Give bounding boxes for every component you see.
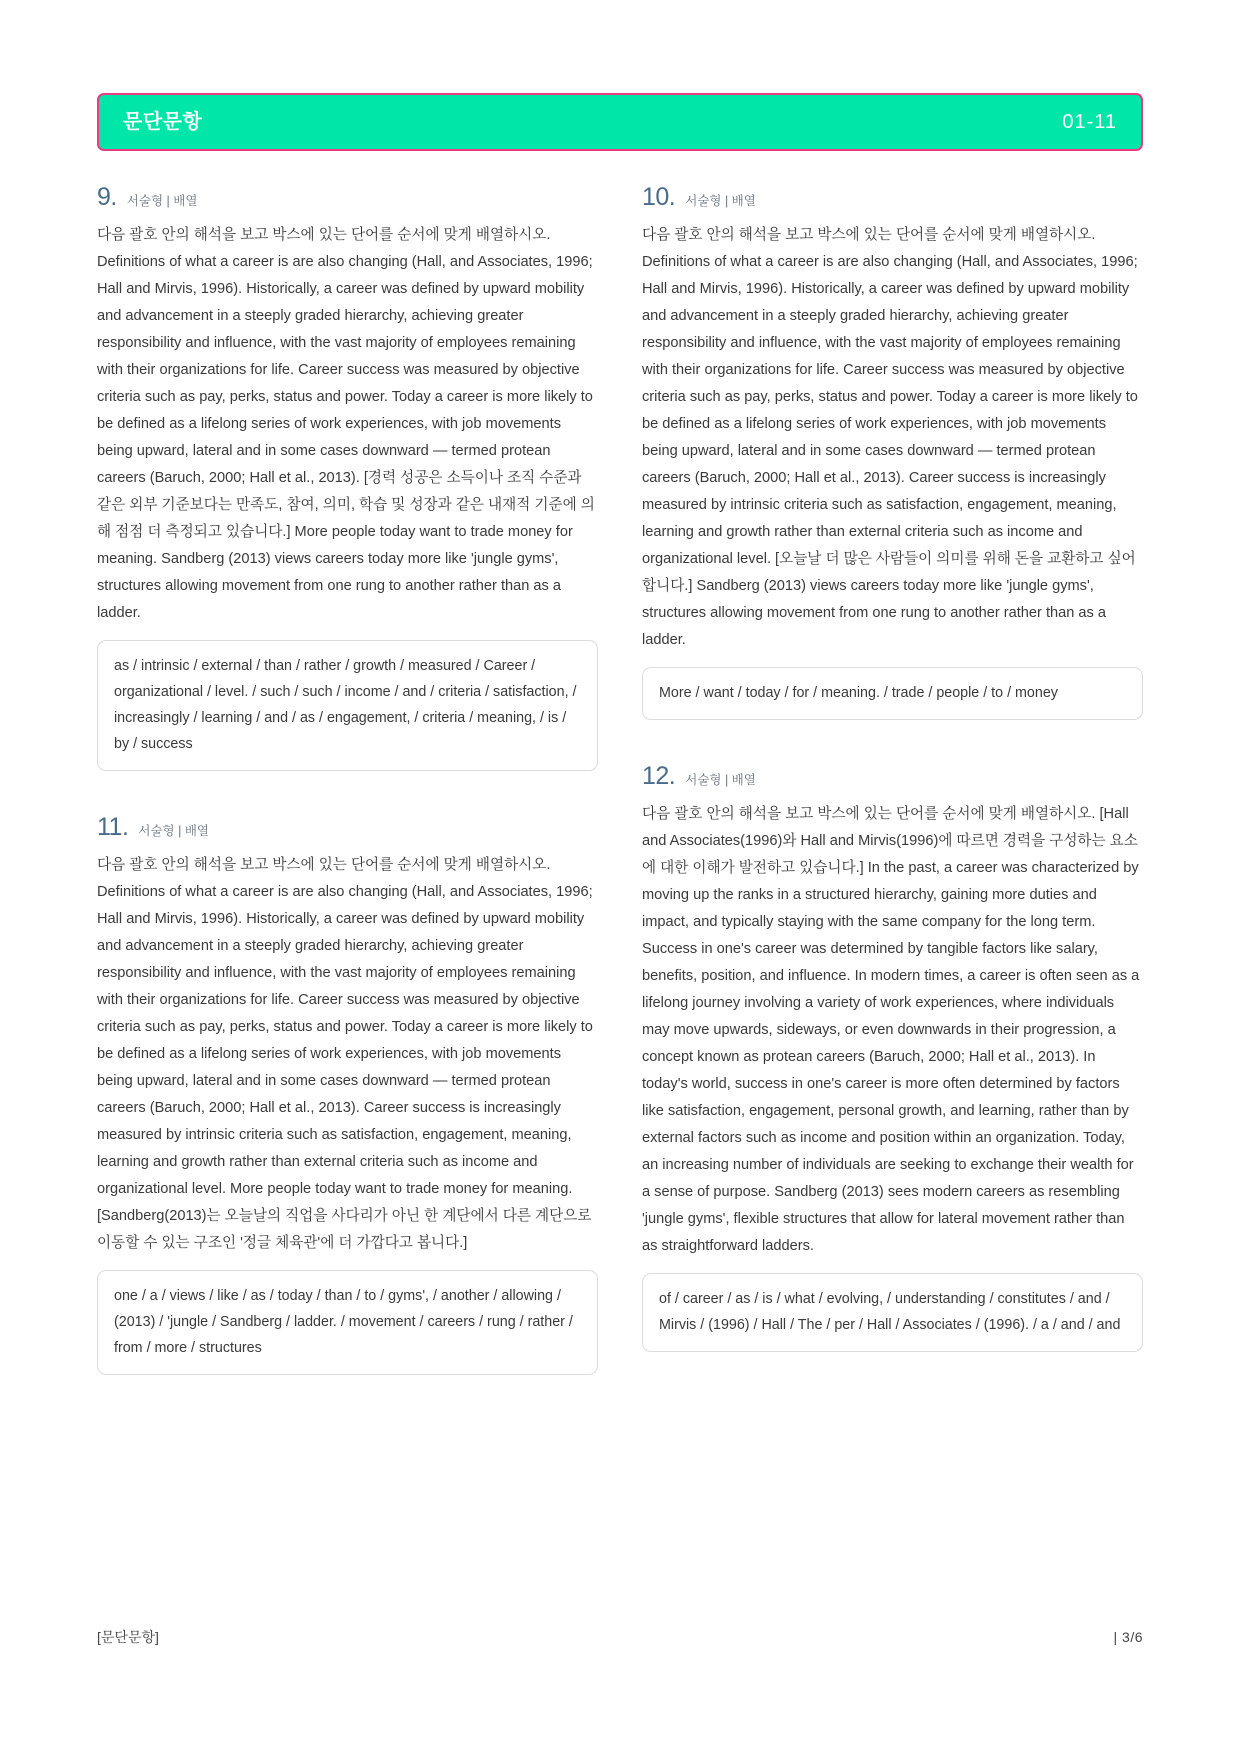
footer-page-number: | 3/6 bbox=[1113, 1629, 1143, 1645]
question-body-10: 다음 괄호 안의 해석을 보고 박스에 있는 단어를 순서에 맞게 배열하시오. Definitions of what a career is are also changing (Hall, and Associates, 1996; Hall and Mirvis, 1996). Historically, a career was defined by upward mobility and advancement in a steeply graded hierarchy, achieving greater responsibility and influence, with the vast majority of employees remaining with their organizations for life. Career success was measured by objective criteria such as pay, perks, status and power. Today a career is more likely to be defined as a lifelong series of work experiences, with job movements being upward, lateral and in some cases downward — termed protean careers (Baruch, 2000; Hall et al., 2013). Career success is increasingly measured by intrinsic criteria such as satisfaction, engagement, meaning, learning and growth rather than external criteria such as income and organizational level. [오늘날 더 많은 사람들이 의미를 위해 돈을 교환하고 싶어합니다.] Sandberg (2013) views careers today more like 'jungle gyms', structures allowing movement from one rung to another rather than as a ladder. bbox=[642, 227, 1138, 648]
question-tag-10: 서술형 | 배열 bbox=[685, 194, 756, 208]
question-tag-12: 서술형 | 배열 bbox=[685, 773, 756, 787]
question-number-12: 12. bbox=[642, 762, 676, 790]
column-left bbox=[97, 185, 598, 1419]
question-tag-9: 서술형 | 배열 bbox=[126, 194, 198, 208]
question-body-12: 다음 괄호 안의 해석을 보고 박스에 있는 단어를 순서에 맞게 배열하시오. [Hall and Associates(1996)와 Hall and Mirvis(1996)에 따르면 경력을 구성하는 요소에 대한 이해가 발전하고 있습니다.] In the past, a career was characterized by moving up the ranks in a structured hierarchy, gaining more duties and impact, and typically staying with the same company for the long term. Success in one's career was determined by tangible factors like salary, benefits, position, and influence. In modern times, a career is often seen as a lifelong journey involving a variety of work experiences, where individuals may move upwards, sideways, or even downwards in their progression, a concept known as protean careers (Baruch, 2000; Hall et al., 2013). In today's world, success in one's career is more often determined by factors like satisfaction, engagement, personal growth, and learning, rather than by external factors such as income and position within an organization. Today, an increasing number of individuals are seeking to exchange their wealth for a sense of purpose. Sandberg (2013) sees modern careers as resembling 'jungle gyms', flexible structures that allow for lateral movement rather than as straightforward ladders. bbox=[642, 806, 1140, 1254]
page-title: 문단문항 bbox=[123, 111, 203, 133]
question-number-11: 11. bbox=[97, 813, 129, 841]
question-header-9 bbox=[97, 185, 598, 210]
question-wordbank-12[interactable]: of / career / as / is / what / evolving, / understanding / constitutes / and / Mirvis / (1996) / Hall / The / per / Hall / Associates / (1996). / a / and / and bbox=[642, 1273, 1143, 1352]
footer-document-label: [문단문항] bbox=[97, 1629, 159, 1645]
question-header-12 bbox=[642, 764, 1143, 789]
question-wordbank-11[interactable]: one / a / views / like / as / today / than / to / gyms', / another / allowing / (2013) / 'jungle / Sandberg / ladder. / movement / careers / rung / rather / from / more / structures bbox=[97, 1270, 598, 1375]
page-footer bbox=[97, 1630, 1143, 1644]
question-number-10: 10. bbox=[642, 183, 676, 211]
question-block-12 bbox=[642, 764, 1143, 1352]
question-header-10 bbox=[642, 185, 1143, 210]
question-body-9: 다음 괄호 안의 해석을 보고 박스에 있는 단어를 순서에 맞게 배열하시오. Definitions of what a career is are also changing (Hall, and Associates, 1996; Hall and Mirvis, 1996). Historically, a career was defined by upward mobility and advancement in a steeply graded hierarchy, achieving greater responsibility and influence, with the vast majority of employees remaining with their organizations for life. Career success was measured by objective criteria such as pay, perks, status and power. Today a career is more likely to be defined as a lifelong series of work experiences, with job movements being upward, lateral and in some cases downward — termed protean careers (Baruch, 2000; Hall et al., 2013). [경력 성공은 소득이나 조직 수준과 같은 외부 기준보다는 만족도, 참여, 의미, 학습 및 성장과 같은 내재적 기준에 의해 점점 더 측정되고 있습니다.] More people today want to trade money for meaning. Sandberg (2013) views careers today more like 'jungle gyms', structures allowing movement from one rung to another rather than as a ladder. bbox=[97, 227, 595, 621]
question-number-9: 9. bbox=[97, 183, 117, 211]
page-header-banner bbox=[97, 93, 1143, 151]
column-right bbox=[642, 185, 1143, 1419]
question-wordbank-9[interactable]: as / intrinsic / external / than / rather / growth / measured / Career / organizational / level. / such / such / income / and / criteria / satisfaction, / increasingly / learning / and / as / engagement, / criteria / meaning, / is / by / success bbox=[97, 640, 598, 771]
question-block-11 bbox=[97, 815, 598, 1375]
question-block-10 bbox=[642, 185, 1143, 720]
page-code-badge: 01-11 bbox=[1062, 111, 1117, 133]
question-wordbank-10[interactable]: More / want / today / for / meaning. / trade / people / to / money bbox=[642, 667, 1143, 720]
question-body-11: 다음 괄호 안의 해석을 보고 박스에 있는 단어를 순서에 맞게 배열하시오. Definitions of what a career is are also changing (Hall, and Associates, 1996; Hall and Mirvis, 1996). Historically, a career was defined by upward mobility and advancement in a steeply graded hierarchy, achieving greater responsibility and influence, with the vast majority of employees remaining with their organizations for life. Career success was measured by objective criteria such as pay, perks, status and power. Today a career is more likely to be defined as a lifelong series of work experiences, with job movements being upward, lateral and in some cases downward — termed protean careers (Baruch, 2000; Hall et al., 2013). Career success is increasingly measured by intrinsic criteria such as satisfaction, engagement, meaning, learning and growth rather than external criteria such as income and organizational level. More people today want to trade money for meaning. [Sandberg(2013)는 오늘날의 직업을 사다리가 아닌 한 계단에서 다른 계단으로 이동할 수 있는 구조인 '정글 체육관'에 더 가깝다고 봅니다.] bbox=[97, 857, 593, 1251]
question-columns bbox=[97, 185, 1143, 1419]
question-tag-11: 서술형 | 배열 bbox=[138, 824, 209, 838]
question-header-11 bbox=[97, 815, 598, 840]
question-block-9 bbox=[97, 185, 598, 771]
